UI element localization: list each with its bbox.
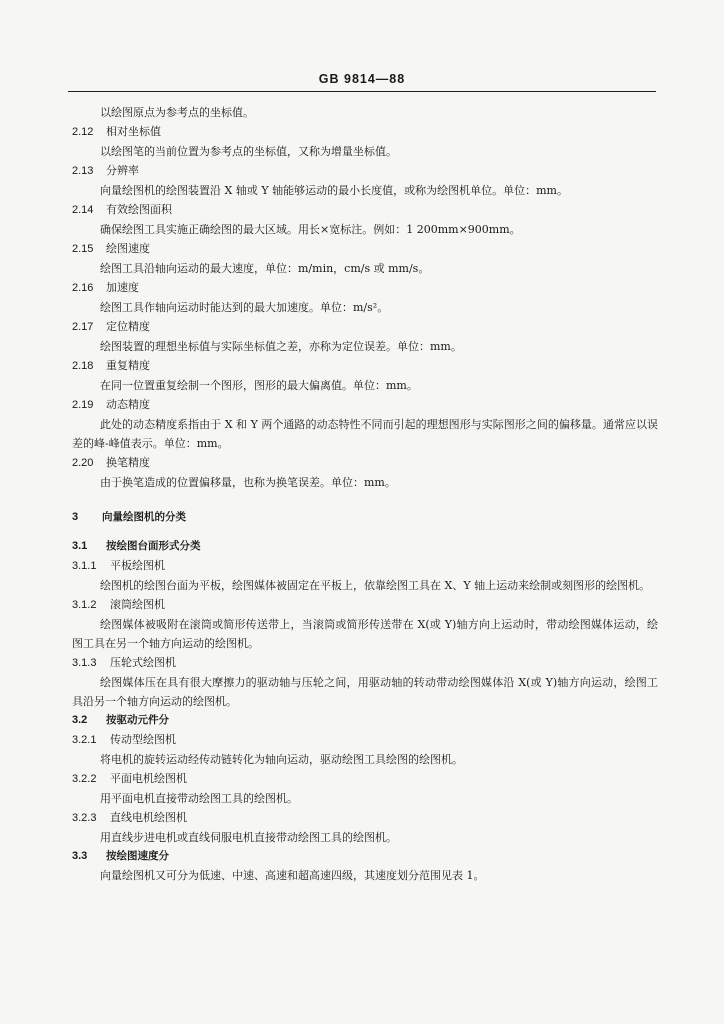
item-title: 动态精度 (106, 398, 150, 411)
item-number: 2.13 (72, 165, 94, 177)
item-heading (72, 653, 658, 673)
section-3-2-items (72, 730, 658, 847)
item-heading (72, 161, 658, 181)
section-title: 按绘图台面形式分类 (106, 540, 201, 552)
item-heading (72, 453, 658, 473)
item-title: 滚筒绘图机 (110, 598, 165, 611)
item-heading (72, 395, 658, 415)
item-heading (72, 356, 658, 376)
section-number: 3.3 (72, 850, 88, 862)
item-title: 传动型绘图机 (110, 733, 176, 746)
item-text: 由于换笔造成的位置偏移量，也称为换笔误差。单位：mm。 (100, 476, 396, 489)
item-title: 直线电机绘图机 (110, 811, 187, 824)
item-text: 绘图工具沿轴向运动的最大速度，单位：m/min，cm/s 或 mm/s。 (100, 262, 430, 275)
item-number: 2.16 (72, 282, 94, 294)
intro-line: 以绘图原点为参考点的坐标值。 (100, 106, 254, 119)
item-number: 3.2.1 (72, 734, 97, 746)
item-number: 2.20 (72, 457, 94, 469)
section-3-2-heading (72, 711, 658, 730)
item-number: 2.17 (72, 321, 94, 333)
item-text: 向量绘图机的绘图装置沿 X 轴或 Y 轴能够运动的最小长度值，或称为绘图机单位。单位：mm。 (100, 184, 568, 197)
item-text: 确保绘图工具实施正确绘图的最大区域。用长×宽标注。例如：1 200mm×900mm。 (100, 223, 521, 236)
item-number: 3.2.2 (72, 773, 97, 785)
item-title: 换笔精度 (106, 456, 150, 469)
item-number: 3.2.3 (72, 812, 97, 824)
item-text: 绘图媒体压在具有很大摩擦力的驱动轴与压轮之间，用驱动轴的转动带动绘图媒体沿 X(或 Y)轴方向运动，绘图工具沿另一个轴方向运动的绘图机。 (72, 676, 658, 708)
item-heading (72, 317, 658, 337)
document-body (72, 103, 658, 885)
item-text: 用直线步进电机或直线伺服电机直接带动绘图工具的绘图机。 (100, 831, 397, 844)
header-rule (68, 91, 656, 92)
item-text: 绘图媒体被吸附在滚筒或简形传送带上，当滚筒或简形传送带在 X(或 Y)轴方向上运动时，带动绘图媒体运动，绘图工具在另一个轴方向运动的绘图机。 (72, 618, 658, 650)
item-heading (72, 769, 658, 789)
item-title: 绘图速度 (106, 242, 150, 255)
item-title: 重复精度 (106, 359, 150, 372)
chapter-title: 向量绘图机的分类 (102, 511, 186, 523)
section-3-3-text: 向量绘图机又可分为低速、中速、高速和超高速四级，其速度划分范围见表 1。 (100, 869, 485, 882)
item-title: 定位精度 (106, 320, 150, 333)
item-text: 将电机的旋转运动经传动链转化为轴向运动，驱动绘图工具绘图的绘图机。 (100, 753, 463, 766)
section-3-1-items (72, 556, 658, 711)
item-number: 2.19 (72, 399, 94, 411)
item-title: 压轮式绘图机 (110, 656, 176, 669)
chapter-number: 3 (72, 511, 79, 523)
item-number: 2.18 (72, 360, 94, 372)
terms-list (72, 122, 658, 492)
item-text: 绘图机的绘图台面为平板，绘图媒体被固定在平板上，依靠绘图工具在 X、Y 轴上运动来绘制或刻图形的绘图机。 (100, 579, 651, 592)
item-number: 2.12 (72, 126, 94, 138)
item-number: 2.15 (72, 243, 94, 255)
section-number: 3.2 (72, 714, 88, 726)
chapter-heading (72, 508, 658, 527)
item-heading (72, 730, 658, 750)
item-number: 3.1.2 (72, 599, 97, 611)
section-3-3-heading (72, 847, 658, 866)
section-3-1-heading (72, 537, 658, 556)
item-text: 在同一位置重复绘制一个图形，图形的最大偏离值。单位：mm。 (100, 379, 418, 392)
item-number: 2.14 (72, 204, 94, 216)
item-number: 3.1.3 (72, 657, 97, 669)
item-heading (72, 200, 658, 220)
item-title: 平面电机绘图机 (110, 772, 187, 785)
item-heading (72, 808, 658, 828)
item-title: 相对坐标值 (106, 125, 161, 138)
item-title: 分辨率 (106, 164, 139, 177)
item-title: 平板绘图机 (110, 559, 165, 572)
item-heading (72, 239, 658, 259)
item-title: 加速度 (106, 281, 139, 294)
item-text: 用平面电机直接带动绘图工具的绘图机。 (100, 792, 298, 805)
item-text: 绘图装置的理想坐标值与实际坐标值之差，亦称为定位误差。单位：mm。 (100, 340, 462, 353)
item-heading (72, 122, 658, 142)
section-title: 按绘图速度分 (106, 850, 169, 862)
item-heading (72, 556, 658, 576)
item-heading (72, 595, 658, 615)
item-title: 有效绘图面积 (106, 203, 172, 216)
page-header: GB 9814—88 (318, 72, 406, 86)
item-heading (72, 278, 658, 298)
section-number: 3.1 (72, 540, 88, 552)
item-number: 3.1.1 (72, 560, 97, 572)
section-title: 按驱动元件分 (106, 714, 169, 726)
item-text: 此处的动态精度系指由于 X 和 Y 两个通路的动态特性不同而引起的理想图形与实际图形之间的偏移量。通常应以误差的峰-峰值表示。单位：mm。 (72, 418, 658, 450)
item-text: 以绘图笔的当前位置为参考点的坐标值，又称为增量坐标值。 (100, 145, 397, 158)
item-text: 绘图工具作轴向运动时能达到的最大加速度。单位：m/s²。 (100, 301, 389, 314)
